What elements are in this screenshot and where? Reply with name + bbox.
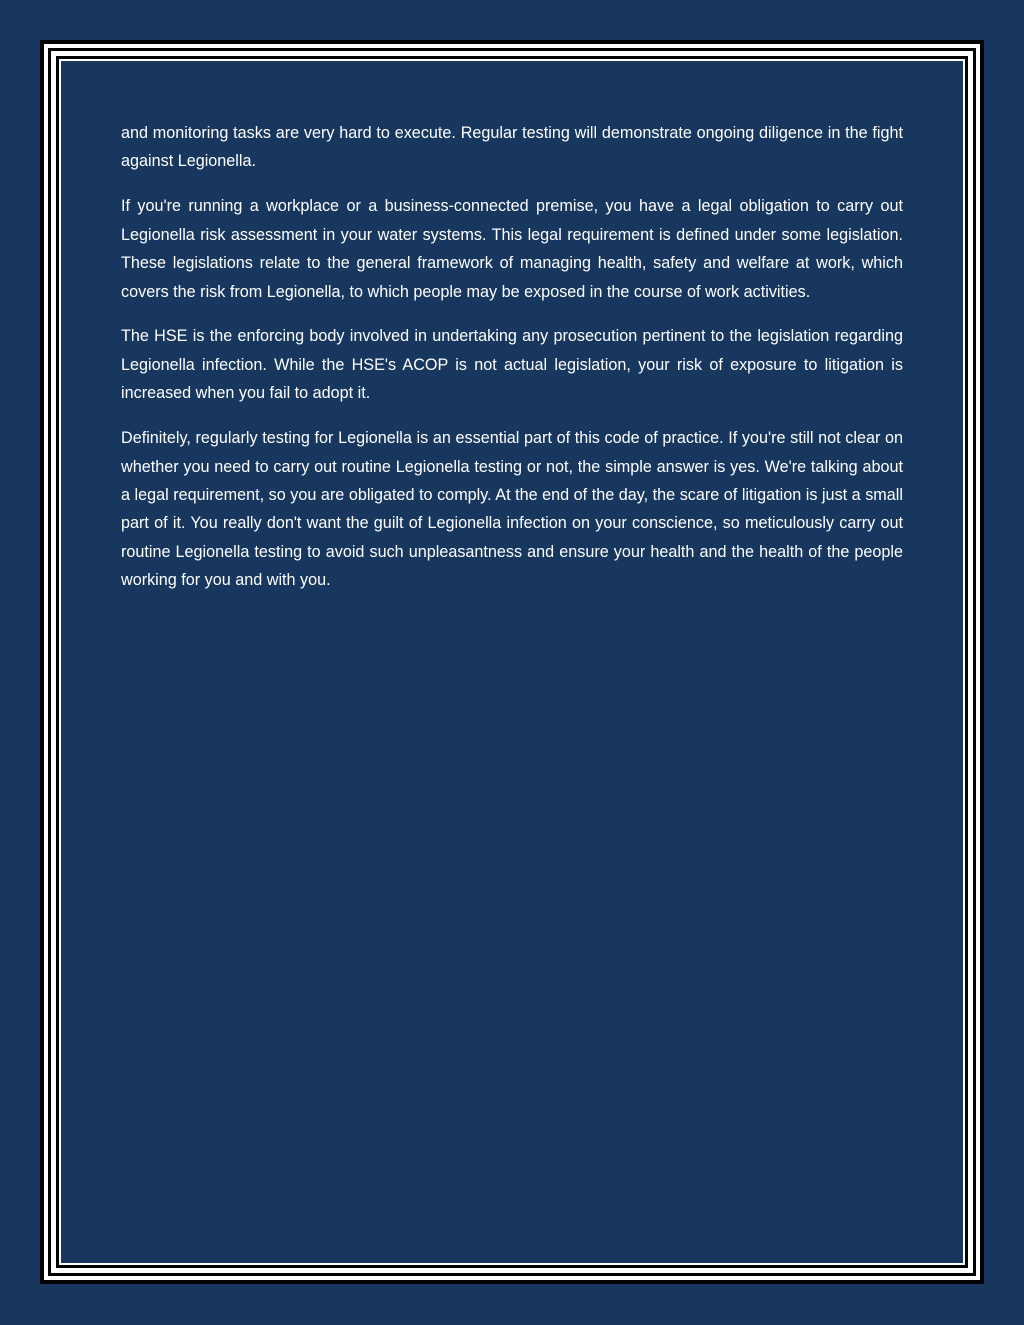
document-body (121, 119, 903, 611)
paragraph-3: The HSE is the enforcing body involved in undertaking any prosecution pertinent to the legislation regarding Legionella infection. While the HSE's ACOP is not actual legislation, your risk of exposure to litigation is increased when you fail to adopt it. (121, 327, 903, 403)
paragraph-2: If you're running a workplace or a business-connected premise, you have a legal obligation to carry out Legionella risk assessment in your water systems. This legal requirement is defined under some legislation. These legislations relate to the general framework of managing health, safety and welfare at work, which covers the risk from Legionella, to which people may be exposed in the course of work activities. (121, 197, 903, 301)
paragraph-1: and monitoring tasks are very hard to execute. Regular testing will demonstrate ongoing diligence in the fight against Legionella. (121, 124, 903, 171)
paragraph-4: Definitely, regularly testing for Legionella is an essential part of this code of practice. If you're still not clear on whether you need to carry out routine Legionella testing or not, the simple answer is yes. We're talking about a legal requirement, so you are obligated to comply. At the end of the day, the scare of litigation is just a small part of it. You really don't want the guilt of Legionella infection on your conscience, so meticulously carry out routine Legionella testing to avoid such unpleasantness and ensure your health and the health of the people working for you and with you. (121, 429, 903, 590)
